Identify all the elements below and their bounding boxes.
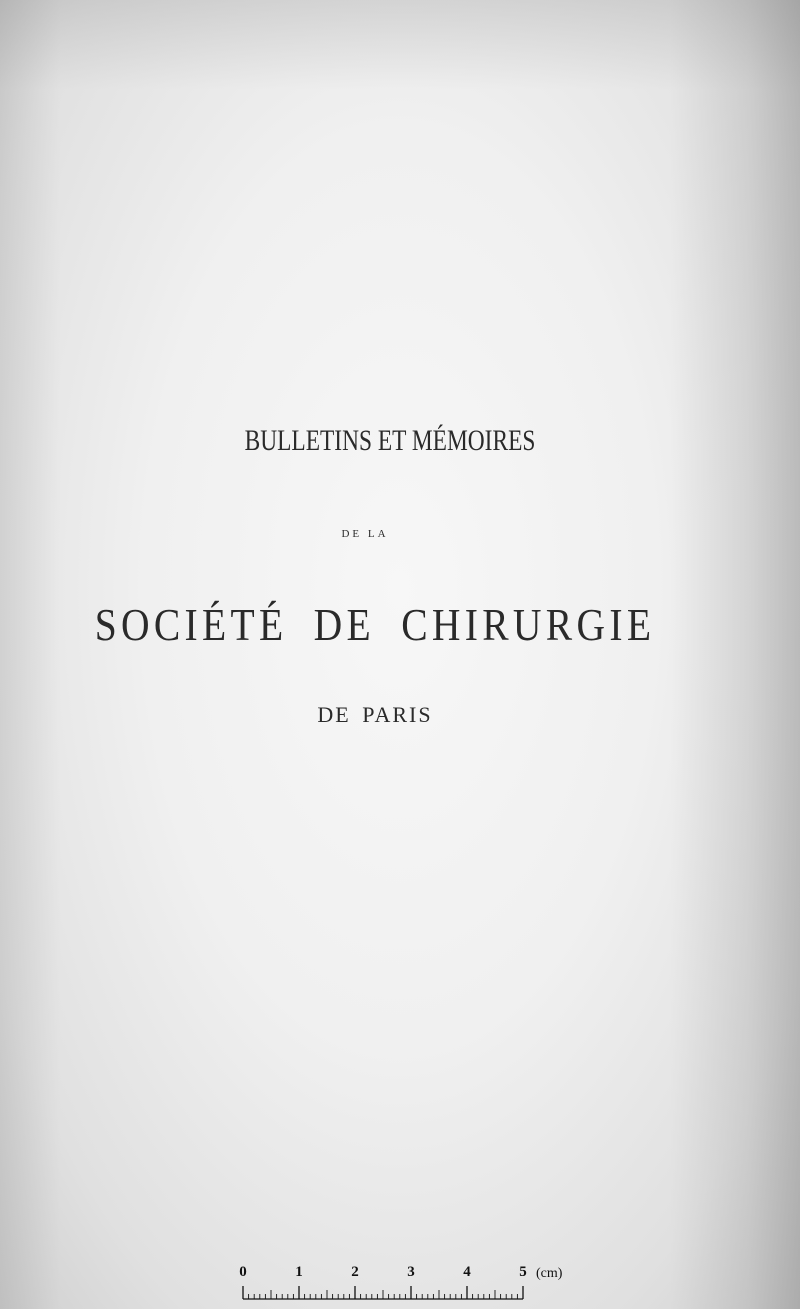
scale-label-5: 5: [519, 1264, 527, 1280]
scale-label-4: 4: [463, 1264, 471, 1280]
scale-unit-label: (cm): [536, 1266, 563, 1281]
page-shadow-right: [670, 0, 800, 1309]
scale-label-3: 3: [407, 1264, 415, 1280]
title-de-la: DE LA: [341, 528, 389, 540]
page-shadow-left: [0, 0, 60, 1309]
scale-label-1: 1: [295, 1264, 303, 1280]
title-bulletins-et-memoires: BULLETINS ET MÉMOIRES: [244, 424, 536, 457]
scale-label-2: 2: [351, 1264, 359, 1280]
page-shadow-top: [0, 0, 800, 90]
scale-label-0: 0: [239, 1264, 247, 1280]
scale-ruler: [238, 1284, 538, 1300]
title-societe-de-chirurgie: SOCIÉTÉ DE CHIRURGIE: [94, 599, 656, 650]
scale-bar: [238, 1264, 568, 1304]
title-de-paris: DE PARIS: [317, 702, 433, 727]
